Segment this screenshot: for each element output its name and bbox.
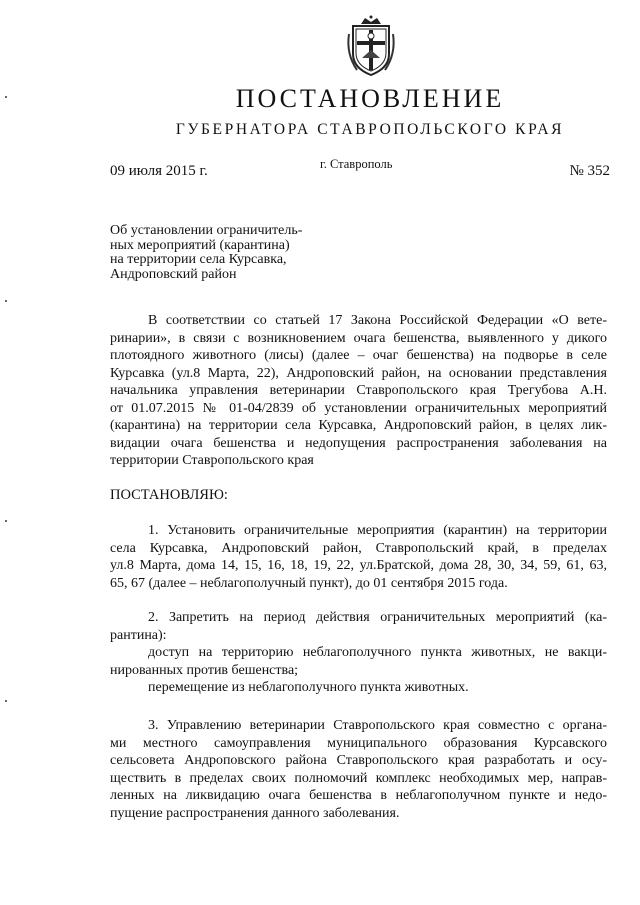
item-line: 2. Запретить на период действия ограничительных мероприятий (ка- xyxy=(148,610,607,625)
item-line: ществить в пределах своих полномочий комплекс необходимых мер, направ- xyxy=(110,770,607,786)
item-2-paragraph xyxy=(110,609,607,697)
item-line: доступ на территорию неблагополучного пункта животных, не вакци- xyxy=(148,645,607,660)
preamble-line: территории Ставропольского края xyxy=(110,453,314,468)
scan-mark xyxy=(5,96,7,98)
preamble-line: плотоядного животного (лисы) (далее – очаг бешенства) на подворье в селе xyxy=(110,348,607,363)
scan-mark xyxy=(5,700,7,702)
document-title: ПОСТАНОВЛЕНИЕ xyxy=(235,84,505,113)
item-line: нированных против бешенства; xyxy=(110,662,299,678)
preamble-line: видации очага бешенства и недопущения распространения заболевания на xyxy=(110,435,607,451)
item-line: сельсовета Андроповского района Ставропольского края разработать и осу- xyxy=(110,753,607,768)
document-subject xyxy=(110,224,330,282)
preamble-paragraph xyxy=(110,312,607,470)
item-line: ми местного самоуправления муниципального образования Курсавского xyxy=(110,735,607,751)
scan-mark xyxy=(5,300,7,302)
item-line: пущение распространения данного заболевания. xyxy=(110,805,400,821)
preamble-line: В соответствии со статьей 17 Закона Российской Федерации «О вете- xyxy=(148,313,607,328)
item-line: рантина): xyxy=(110,627,167,643)
item-line: села Курсавка, Андроповский район, Ставропольский край, в пределах xyxy=(110,540,607,556)
preamble-line: от 01.07.2015 № 01-04/2839 об установлении ограничительных мероприятий xyxy=(110,400,607,416)
preamble-line: ринарии», в связи с возникновением очага бешенства, выявленного у дикого xyxy=(110,330,607,346)
preamble-line: начальника управления ветеринарии Ставропольского края Трегубова А.Н. xyxy=(110,383,607,398)
scan-mark xyxy=(5,520,7,522)
subject-line: Об установлении ограничитель- xyxy=(110,223,303,238)
item-line: ул.8 Марта, дома 14, 15, 16, 18, 19, 22, ул.Братской, дома 28, 30, 34, 59, 61, 63, xyxy=(110,558,607,573)
document-issuer: ГУБЕРНАТОРА СТАВРОПОЛЬСКОГО КРАЯ xyxy=(175,121,565,138)
subject-line: на территории села Курсавка, xyxy=(110,252,287,267)
item-line: 3. Управлению ветеринарии Ставропольского края совместно с органа- xyxy=(148,718,607,733)
item-line: ленных на ликвидацию очага бешенства в неблагополучном пункте и недо- xyxy=(110,788,607,803)
document-date: 09 июля 2015 г. xyxy=(110,163,208,179)
subject-line: ных мероприятий (карантина) xyxy=(110,237,290,253)
document-number: № 352 xyxy=(569,163,610,179)
subject-line: Андроповский район xyxy=(110,266,237,282)
coat-of-arms-icon xyxy=(343,14,399,78)
decree-word: ПОСТАНОВЛЯЮ: xyxy=(110,487,228,503)
preamble-line: (карантина) на территории села Курсавка, Андроповский район, в целях лик- xyxy=(110,418,607,433)
preamble-line: Курсавка (ул.8 Марта, 22), Андроповский район, на основании представления xyxy=(110,365,607,381)
document-city: г. Ставрополь xyxy=(320,157,393,171)
item-line: 1. Установить ограничительные мероприятия (карантин) на территории xyxy=(148,523,607,538)
item-3-paragraph xyxy=(110,717,607,822)
item-line: 65, 67 (далее – неблагополучный пункт), до 01 сентября 2015 года. xyxy=(110,575,508,591)
item-line: перемещение из неблагополучного пункта животных. xyxy=(148,680,469,695)
item-1-paragraph xyxy=(110,522,607,592)
